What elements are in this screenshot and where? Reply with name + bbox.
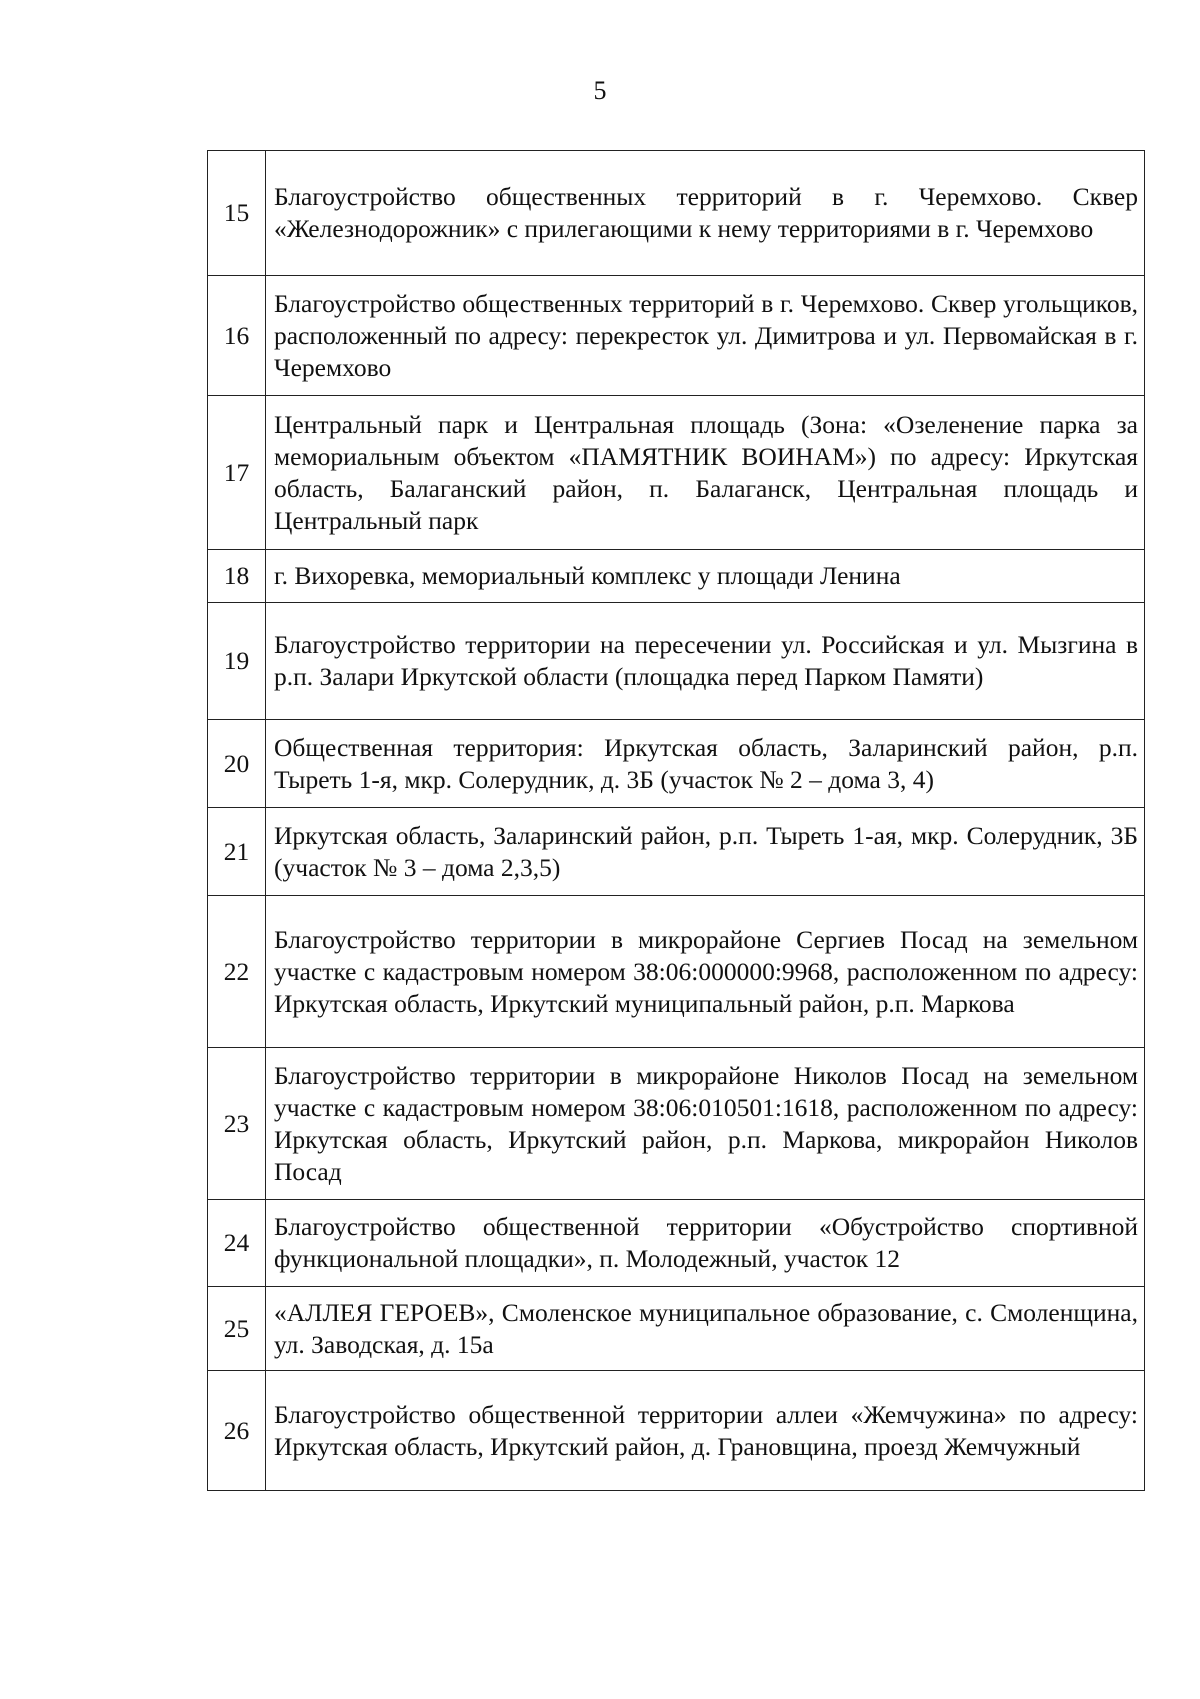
table-row bbox=[208, 1371, 1145, 1491]
row-description: Общественная территория: Иркутская область, Заларинский район, р.п. Тыреть 1-я, мкр. Солерудник, д. 3Б (участок № 2 – дома 3, 4) bbox=[266, 720, 1145, 808]
row-number: 18 bbox=[208, 550, 266, 603]
row-description: Иркутская область, Заларинский район, р.п. Тыреть 1-ая, мкр. Солерудник, 3Б (участок № 3 – дома 2,3,5) bbox=[266, 808, 1145, 896]
row-number: 17 bbox=[208, 396, 266, 550]
row-number: 19 bbox=[208, 603, 266, 720]
row-description: «АЛЛЕЯ ГЕРОЕВ», Смоленское муниципальное образование, с. Смоленщина, ул. Заводская, д. 15а bbox=[266, 1287, 1145, 1371]
row-number: 20 bbox=[208, 720, 266, 808]
table-row bbox=[208, 550, 1145, 603]
row-number: 16 bbox=[208, 276, 266, 396]
row-description: Благоустройство территории на пересечении ул. Российская и ул. Мызгина в р.п. Залари Иркутской области (площадка перед Парком Памяти) bbox=[266, 603, 1145, 720]
table-row bbox=[208, 1048, 1145, 1200]
row-description: Центральный парк и Центральная площадь (Зона: «Озеленение парка за мемориальным объектом «ПАМЯТНИК ВОИНАМ») по адресу: Иркутская область, Балаганский район, п. Балаганск, Центральная площадь и Центральный парк bbox=[266, 396, 1145, 550]
row-description: Благоустройство общественных территорий в г. Черемхово. Сквер «Железнодорожник» с прилегающими к нему территориями в г. Черемхово bbox=[266, 151, 1145, 276]
page-number: 5 bbox=[593, 76, 607, 105]
row-number: 21 bbox=[208, 808, 266, 896]
row-description: Благоустройство территории в микрорайоне Николов Посад на земельном участке с кадастровым номером 38:06:010501:1618, расположенном по адресу: Иркутская область, Иркутский район, р.п. Маркова, микрорайон Николов Посад bbox=[266, 1048, 1145, 1200]
row-description: Благоустройство общественной территории «Обустройство спортивной функциональной площадки», п. Молодежный, участок 12 bbox=[266, 1200, 1145, 1287]
row-number: 22 bbox=[208, 896, 266, 1048]
row-description: Благоустройство общественной территории аллеи «Жемчужина» по адресу: Иркутская область, Иркутский район, д. Грановщина, проезд Жемчужный bbox=[266, 1371, 1145, 1491]
table-row bbox=[208, 896, 1145, 1048]
table-row bbox=[208, 1287, 1145, 1371]
row-number: 26 bbox=[208, 1371, 266, 1491]
table-row bbox=[208, 1200, 1145, 1287]
table-row bbox=[208, 396, 1145, 550]
table-row bbox=[208, 808, 1145, 896]
row-description: Благоустройство территории в микрорайоне Сергиев Посад на земельном участке с кадастровым номером 38:06:000000:9968, расположенном по адресу: Иркутская область, Иркутский муниципальный район, р.п. Маркова bbox=[266, 896, 1145, 1048]
table-row bbox=[208, 603, 1145, 720]
row-number: 23 bbox=[208, 1048, 266, 1200]
row-number: 15 bbox=[208, 151, 266, 276]
row-number: 24 bbox=[208, 1200, 266, 1287]
table-row bbox=[208, 151, 1145, 276]
territories-table bbox=[207, 150, 1145, 1491]
table-row bbox=[208, 276, 1145, 396]
row-description: г. Вихоревка, мемориальный комплекс у площади Ленина bbox=[266, 550, 1145, 603]
row-number: 25 bbox=[208, 1287, 266, 1371]
table-row bbox=[208, 720, 1145, 808]
row-description: Благоустройство общественных территорий в г. Черемхово. Сквер угольщиков, расположенный по адресу: перекресток ул. Димитрова и ул. Первомайская в г. Черемхово bbox=[266, 276, 1145, 396]
